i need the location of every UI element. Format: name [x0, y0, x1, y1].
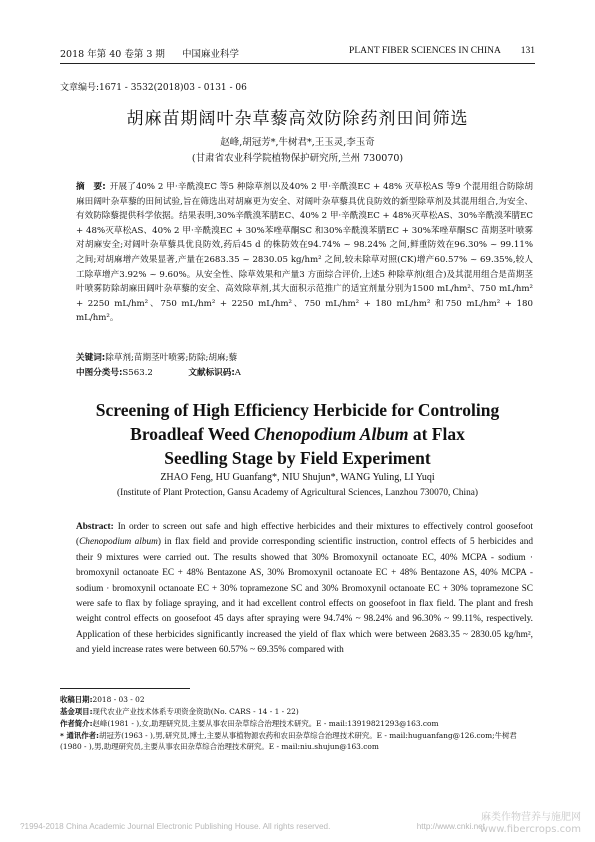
- footnote-corresponding: [60, 730, 535, 752]
- watermark-line2: www.fibercrops.com: [479, 824, 581, 835]
- received-label: 收稿日期:: [60, 695, 93, 704]
- keywords-label: 关键词:: [76, 353, 106, 363]
- english-abstract-species: Chenopodium album: [79, 537, 158, 548]
- keywords-text: 除草剂;苗期茎叶喷雾;防除;胡麻;藜: [105, 353, 238, 363]
- watermark-line1: 麻类作物营养与施肥网: [481, 812, 581, 823]
- doc-code: A: [234, 368, 241, 378]
- corresponding-text: 胡冠芳(1963 - ),男,研究员,博士,主要从事植物源农药和农田杂草综合治理技术研究。E - mail:huguanfang@126.com;牛树君(1980 - ),男,助理研究员,主要从事农田杂草综合治理技术研究。E - mail:niu.shujun@163.com: [60, 731, 517, 751]
- chinese-abstract-label: 摘 要:: [76, 182, 106, 192]
- footnote-rule: [60, 688, 190, 689]
- doc-code-label: 文献标识码:: [188, 368, 235, 378]
- clc-code: S563.2: [122, 368, 153, 378]
- header-right: [349, 46, 535, 56]
- copyright-text: ?1994-2018 China Academic Journal Electronic Publishing House. All rights reserved.: [20, 822, 331, 831]
- chinese-affiliation: (甘肃省农业科学院植物保护研究所,兰州 730070): [191, 153, 404, 164]
- english-abstract-part1: In order to screen out safe and high effective herbicides and their mixtures to effectively control goosefoot (: [76, 522, 533, 548]
- corresponding-label: * 通讯作者:: [60, 731, 99, 740]
- article-number: 文章编号:1671 - 3532(2018)03 - 0131 - 06: [60, 83, 247, 93]
- received-date: 2018 - 03 - 02: [92, 695, 145, 704]
- english-title: [60, 398, 535, 470]
- chinese-keywords: [76, 351, 533, 365]
- english-title-species: Chenopodium Album: [253, 424, 409, 444]
- english-title-line2-post: at Flax: [408, 424, 465, 444]
- chinese-abstract: [76, 180, 533, 326]
- english-title-line2: [60, 422, 535, 446]
- chinese-abstract-text: 开展了40% 2 甲·辛酰溴EC 等5 种除草剂以及40% 2 甲·辛酰溴EC + 48% 灭草松AS 等9 个混用组合防除胡麻田阔叶杂草藜的田间试验,旨在筛选出对胡麻更为安全、对阔叶杂草藜具优良防效的新型除草剂及其混用组合,为安全、有效防除藜提供科学依据。结果表明,30%辛酰溴苯腈EC、40% 2 甲·辛酰溴EC + 48%灭草松AS、30%辛酰溴苯腈EC + 48%灭草松AS、40% 2 甲·辛酰溴EC + 30%苯唑草酮SC 和30%辛酰溴苯腈EC + 30%苯唑草酮SC 苗期茎叶喷雾对胡麻安全;对阔叶杂草藜具优良防效,药后45 d 的株防效在94.74% ~ 98.24% 之间,鲜重防效在96.30% ~ 99.11% 之间;对胡麻增产效果显著,产量在2683.35 ~ 2830.05 kg/hm² 之间,较未除草对照(CK)增产60.57% ~ 69.35%,较人工除草增产3.92% ~ 9.60%。从安全性、除草效果和产量3 方面综合评价,上述5 种除草剂(组合)及其混用组合是苗期茎叶喷雾防除胡麻田阔叶杂草藜的安全、高效除草剂,其大面积示范推广的适宜剂量分别为1500 mL/hm²、750 mL/hm² + 2250 mL/hm²、750 mL/hm² + 2250 mL/hm²、750 mL/hm² + 180 mL/hm² 和750 mL/hm² + 180 mL/hm²。: [76, 182, 534, 324]
- english-title-line1: Screening of High Efficiency Herbicide for Controling: [95, 400, 500, 420]
- clc-label: 中图分类号:: [76, 368, 123, 378]
- chinese-authors: 赵峰,胡冠芳*,牛树君*,王玉灵,李玉奇: [220, 137, 375, 148]
- classification-line: [76, 366, 533, 380]
- author-label: 作者简介:: [60, 719, 93, 728]
- english-affiliation: (Institute of Plant Protection, Gansu Academy of Agricultural Sciences, Lanzhou 730070, China): [117, 488, 478, 498]
- chinese-title: 胡麻苗期阔叶杂草藜高效防除药剂田间筛选: [126, 109, 469, 129]
- footnote-fund: [60, 706, 535, 717]
- journal-name-en: PLANT FIBER SCIENCES IN CHINA: [349, 46, 501, 56]
- author-text: 赵峰(1981 - ),女,助理研究员,主要从事农田杂草综合治理技术研究。E - mail:13919821293@163.com: [92, 719, 439, 728]
- header-left: [60, 46, 239, 60]
- journal-name-cn: 中国麻业科学: [181, 49, 239, 60]
- fund-text: 现代农业产业技术体系专项资金资助(No. CARS - 14 - 1 - 22): [92, 707, 299, 716]
- english-title-line2-pre: Broadleaf Weed: [130, 424, 254, 444]
- footnote-author: [60, 718, 535, 729]
- fund-label: 基金项目:: [60, 707, 93, 716]
- issue-info: 2018 年第 40 卷第 3 期: [60, 49, 165, 60]
- english-authors: ZHAO Feng, HU Guanfang*, NIU Shujun*, WANG Yuling, LI Yuqi: [160, 472, 435, 483]
- footnote-received: [60, 694, 535, 705]
- page-number: 131: [520, 46, 535, 56]
- watermark: [480, 812, 581, 836]
- running-header: [60, 44, 535, 62]
- english-abstract-label: Abstract:: [76, 522, 114, 532]
- header-rule: [60, 63, 535, 64]
- english-abstract-part2: ) in flax field and provide corresponding scientific instruction, control effects of 5 herbicides and their 9 mixtures were carried out. The results showed that 30% Bromoxynil octanoate EC, 40% MCPA - sodium · bromoxynil octanoate EC + 48% Bentazone AS, 30% Bromoxynil octanoate EC + 48% Bentazone AS, 40% MCPA - sodium · bromoxynil octanoate EC + 30% topramezone SC and 30% Bromoxynil octanoate EC + 30% topramezone SC were safe to flax by foliage spraying, and it had excellent control effects on goosefoot in flax field. The plant and fresh weight control effects on goosefoot 45 days after spraying were 94.74% ~ 98.24% and 96.30% ~ 99.11%, respectively. Application of these herbicides significantly increased the yield of flax which were between 2683.35 ~ 2830.05 kg/hm², and yield increase rates were between 60.57% ~ 69.35% compared with: [76, 537, 533, 656]
- english-abstract: [76, 520, 533, 659]
- english-title-line3: Seedling Stage by Field Experiment: [164, 448, 431, 468]
- cnki-url: http://www.cnki.net: [416, 822, 485, 831]
